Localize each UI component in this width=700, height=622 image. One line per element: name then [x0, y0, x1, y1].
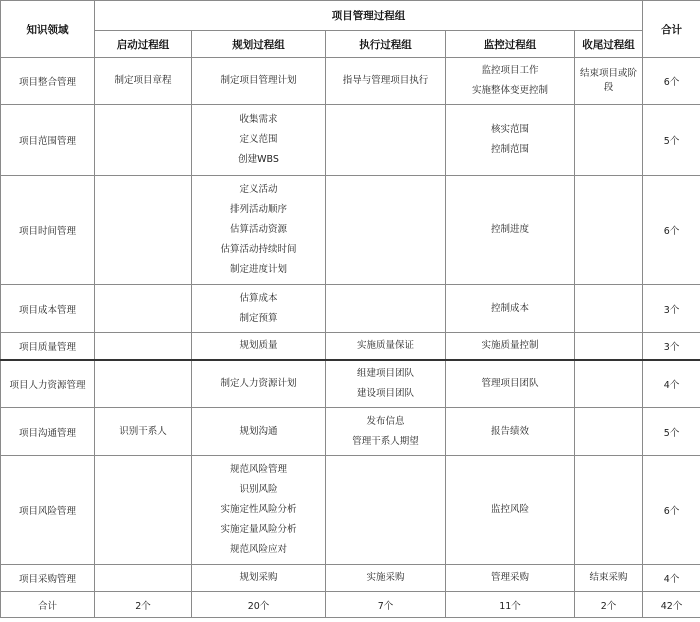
- total-planning-cell: 20个: [192, 592, 326, 618]
- closing-cell: [575, 456, 643, 565]
- process-item: 规范风险应对: [229, 544, 287, 555]
- process-item: 核实范围: [490, 124, 529, 135]
- header-planning: 规划过程组: [192, 31, 326, 58]
- initiating-cell: [95, 565, 192, 592]
- initiating-cell: [95, 456, 192, 565]
- process-item: 估算活动持续时间: [220, 244, 297, 255]
- process-item: 估算活动资源: [229, 224, 287, 235]
- closing-cell: [575, 408, 643, 456]
- initiating-cell: [95, 408, 192, 456]
- row-total-cell: 4个: [643, 565, 700, 592]
- row-total-cell: 3个: [643, 285, 700, 333]
- process-item: 管理采购: [490, 572, 529, 583]
- total-executing-cell: 7个: [326, 592, 446, 618]
- row-total-cell: 6个: [643, 176, 700, 285]
- table-row: [1, 360, 700, 408]
- process-item: 结束项目或阶段: [580, 68, 638, 93]
- closing-cell: [575, 176, 643, 285]
- header-knowledge-area: 知识领域: [1, 1, 95, 58]
- process-item: 制定项目章程: [114, 75, 172, 86]
- process-item: 实施定量风险分析: [220, 524, 297, 535]
- closing-cell: [575, 285, 643, 333]
- table-row: [1, 105, 700, 176]
- monitoring-cell: [446, 105, 575, 176]
- executing-cell: [326, 105, 446, 176]
- executing-cell: [326, 58, 446, 105]
- process-item: 结束采购: [589, 572, 628, 583]
- process-item: 制定人力资源计划: [220, 377, 297, 389]
- process-item: 建设项目团队: [356, 387, 414, 399]
- monitoring-cell: [446, 360, 575, 408]
- knowledge-area-cell: 项目采购管理: [1, 565, 95, 592]
- planning-cell: [192, 333, 326, 360]
- process-item: 制定预算: [239, 312, 278, 324]
- process-item: 实施采购: [366, 572, 405, 583]
- process-item: 规划质量: [239, 339, 278, 351]
- knowledge-area-cell: 项目风险管理: [1, 456, 95, 565]
- process-item: 制定项目管理计划: [220, 75, 297, 86]
- initiating-cell: [95, 176, 192, 285]
- table-row: [1, 456, 700, 565]
- process-item: 排列活动顺序: [229, 204, 287, 215]
- monitoring-cell: [446, 176, 575, 285]
- total-all-cell: 42个: [643, 592, 700, 618]
- process-item: 收集需求: [239, 114, 278, 125]
- executing-cell: [326, 408, 446, 456]
- table-row: [1, 176, 700, 285]
- monitoring-cell: [446, 565, 575, 592]
- header-executing: 执行过程组: [326, 31, 446, 58]
- process-item: 识别风险: [239, 484, 278, 495]
- row-total-cell: 6个: [643, 58, 700, 105]
- process-item: 估算成本: [239, 292, 278, 304]
- header-total: 合计: [643, 1, 700, 58]
- row-total-cell: 5个: [643, 105, 700, 176]
- total-initiating-cell: 2个: [95, 592, 192, 618]
- process-item: 管理干系人期望: [352, 435, 419, 447]
- process-item: 实施整体变更控制: [471, 85, 548, 96]
- planning-cell: [192, 565, 326, 592]
- row-total-cell: 5个: [643, 408, 700, 456]
- process-item: 实施质量控制: [481, 339, 539, 351]
- closing-cell: [575, 565, 643, 592]
- process-item: 规划沟通: [239, 425, 278, 437]
- table-row: [1, 565, 700, 592]
- process-item: 定义范围: [239, 134, 278, 145]
- executing-cell: [326, 333, 446, 360]
- initiating-cell: [95, 105, 192, 176]
- closing-cell: [575, 58, 643, 105]
- process-item: 创建WBS: [238, 154, 279, 165]
- process-item: 监控项目工作: [481, 65, 539, 76]
- initiating-cell: [95, 360, 192, 408]
- header-process-groups: 项目管理过程组: [95, 1, 643, 31]
- planning-cell: [192, 456, 326, 565]
- process-item: 识别干系人: [119, 425, 167, 437]
- process-item: 控制范围: [490, 144, 529, 155]
- monitoring-cell: [446, 408, 575, 456]
- process-item: 规范风险管理: [229, 464, 287, 475]
- header-monitoring: 监控过程组: [446, 31, 575, 58]
- table-row: [1, 285, 700, 333]
- closing-cell: [575, 333, 643, 360]
- table-row: [1, 58, 700, 105]
- process-item: 制定进度计划: [229, 264, 287, 275]
- process-item: 控制成本: [490, 302, 529, 314]
- planning-cell: [192, 105, 326, 176]
- process-item: 定义活动: [239, 184, 278, 195]
- knowledge-area-cell: 项目人力资源管理: [1, 360, 95, 408]
- executing-cell: [326, 360, 446, 408]
- planning-cell: [192, 58, 326, 105]
- planning-cell: [192, 360, 326, 408]
- process-item: 控制进度: [490, 224, 529, 235]
- monitoring-cell: [446, 456, 575, 565]
- total-monitoring-cell: 11个: [446, 592, 575, 618]
- table-row: [1, 333, 700, 360]
- executing-cell: [326, 565, 446, 592]
- row-total-cell: 6个: [643, 456, 700, 565]
- knowledge-area-cell: 项目时间管理: [1, 176, 95, 285]
- monitoring-cell: [446, 58, 575, 105]
- initiating-cell: [95, 333, 192, 360]
- knowledge-area-cell: 项目范围管理: [1, 105, 95, 176]
- process-item: 组建项目团队: [356, 367, 414, 379]
- process-item: 实施质量保证: [356, 339, 414, 351]
- header-initiating: 启动过程组: [95, 31, 192, 58]
- knowledge-area-cell: 项目整合管理: [1, 58, 95, 105]
- total-closing-cell: 2个: [575, 592, 643, 618]
- executing-cell: [326, 285, 446, 333]
- monitoring-cell: [446, 285, 575, 333]
- process-item: 实施定性风险分析: [220, 504, 297, 515]
- process-item: 规划采购: [239, 572, 278, 583]
- knowledge-area-cell: 项目成本管理: [1, 285, 95, 333]
- closing-cell: [575, 105, 643, 176]
- process-item: 报告绩效: [490, 425, 529, 437]
- total-label-cell: 合计: [1, 592, 95, 618]
- process-item: 管理项目团队: [481, 377, 539, 389]
- row-total-cell: 3个: [643, 333, 700, 360]
- header-closing: 收尾过程组: [575, 31, 643, 58]
- process-item: 发布信息: [366, 415, 405, 427]
- table-row: [1, 408, 700, 456]
- row-total-cell: 4个: [643, 360, 700, 408]
- totals-row: [1, 592, 700, 618]
- executing-cell: [326, 176, 446, 285]
- planning-cell: [192, 176, 326, 285]
- closing-cell: [575, 360, 643, 408]
- executing-cell: [326, 456, 446, 565]
- process-item: 监控风险: [490, 504, 529, 515]
- planning-cell: [192, 408, 326, 456]
- knowledge-area-cell: 项目沟通管理: [1, 408, 95, 456]
- initiating-cell: [95, 285, 192, 333]
- knowledge-area-cell: 项目质量管理: [1, 333, 95, 360]
- process-item: 指导与管理项目执行: [342, 75, 429, 86]
- initiating-cell: [95, 58, 192, 105]
- monitoring-cell: [446, 333, 575, 360]
- planning-cell: [192, 285, 326, 333]
